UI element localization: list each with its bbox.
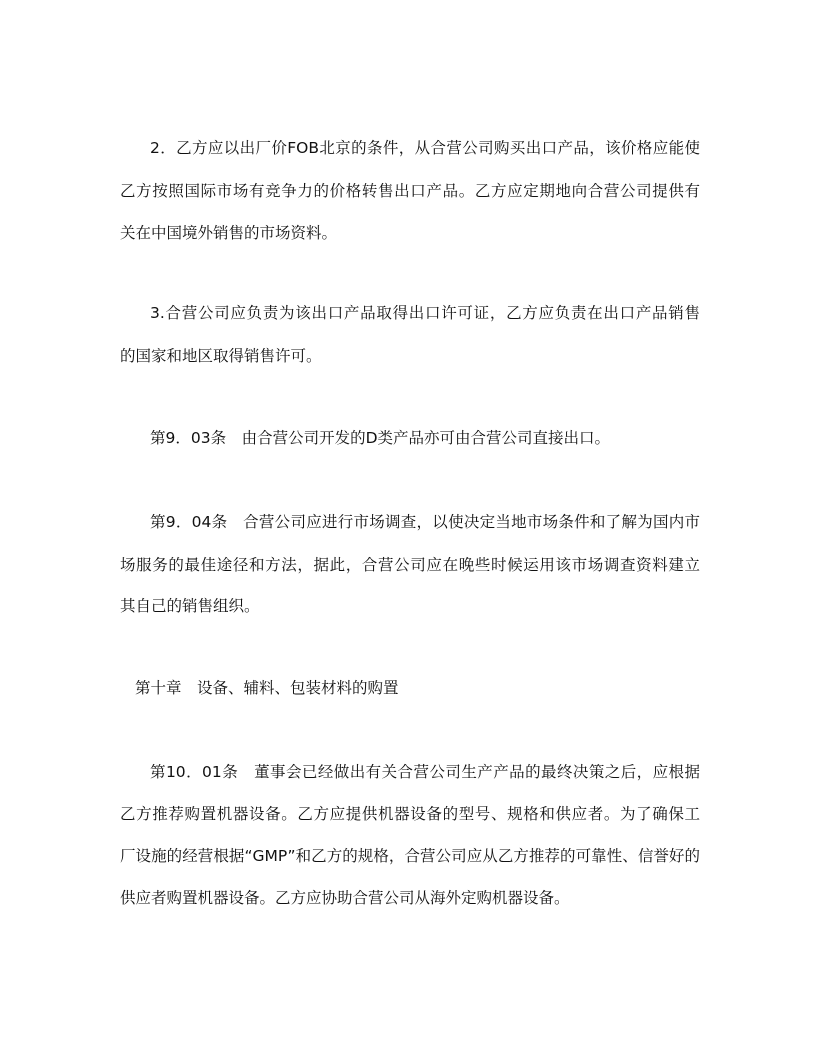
article-9-03-line-1: 第9．03条 由合营公司开发的D类产品亦可由合营公司直接出口。 bbox=[150, 429, 611, 447]
paragraph-2-line-1: 2．乙方应以出厂价FOB北京的条件，从合营公司购买出口产品，该价格应能使 bbox=[150, 139, 700, 157]
article-10-01-line-3: 厂设施的经营根据“GMP”和乙方的规格，合营公司应从乙方推荐的可靠性、信誉好的 bbox=[120, 847, 700, 865]
article-9-04-line-3: 其自己的销售组织。 bbox=[120, 597, 260, 615]
article-10-01-line-2: 乙方推荐购置机器设备。乙方应提供机器设备的型号、规格和供应者。为了确保工 bbox=[120, 805, 700, 823]
chapter-10-heading: 第十章 设备、辅料、包装材料的购置 bbox=[135, 679, 399, 697]
article-10-01-line-1: 第10．01条 董事会已经做出有关合营公司生产产品的最终决策之后，应根据 bbox=[150, 763, 700, 781]
article-9-04-line-2: 场服务的最佳途径和方法，据此，合营公司应在晚些时候运用该市场调查资料建立 bbox=[120, 556, 700, 574]
paragraph-2-line-2: 乙方按照国际市场有竞争力的价格转售出口产品。乙方应定期地向合营公司提供有 bbox=[120, 182, 700, 200]
paragraph-3-line-1: 3.合营公司应负责为该出口产品取得出口许可证，乙方应负责在出口产品销售 bbox=[150, 304, 700, 322]
paragraph-3-line-2: 的国家和地区取得销售许可。 bbox=[120, 347, 322, 365]
article-9-04-line-1: 第9．04条 合营公司应进行市场调查，以使决定当地市场条件和了解为国内市 bbox=[150, 513, 700, 531]
article-10-01-line-4: 供应者购置机器设备。乙方应协助合营公司从海外定购机器设备。 bbox=[120, 889, 570, 907]
paragraph-2-line-3: 关在中国境外销售的市场资料。 bbox=[120, 224, 338, 242]
